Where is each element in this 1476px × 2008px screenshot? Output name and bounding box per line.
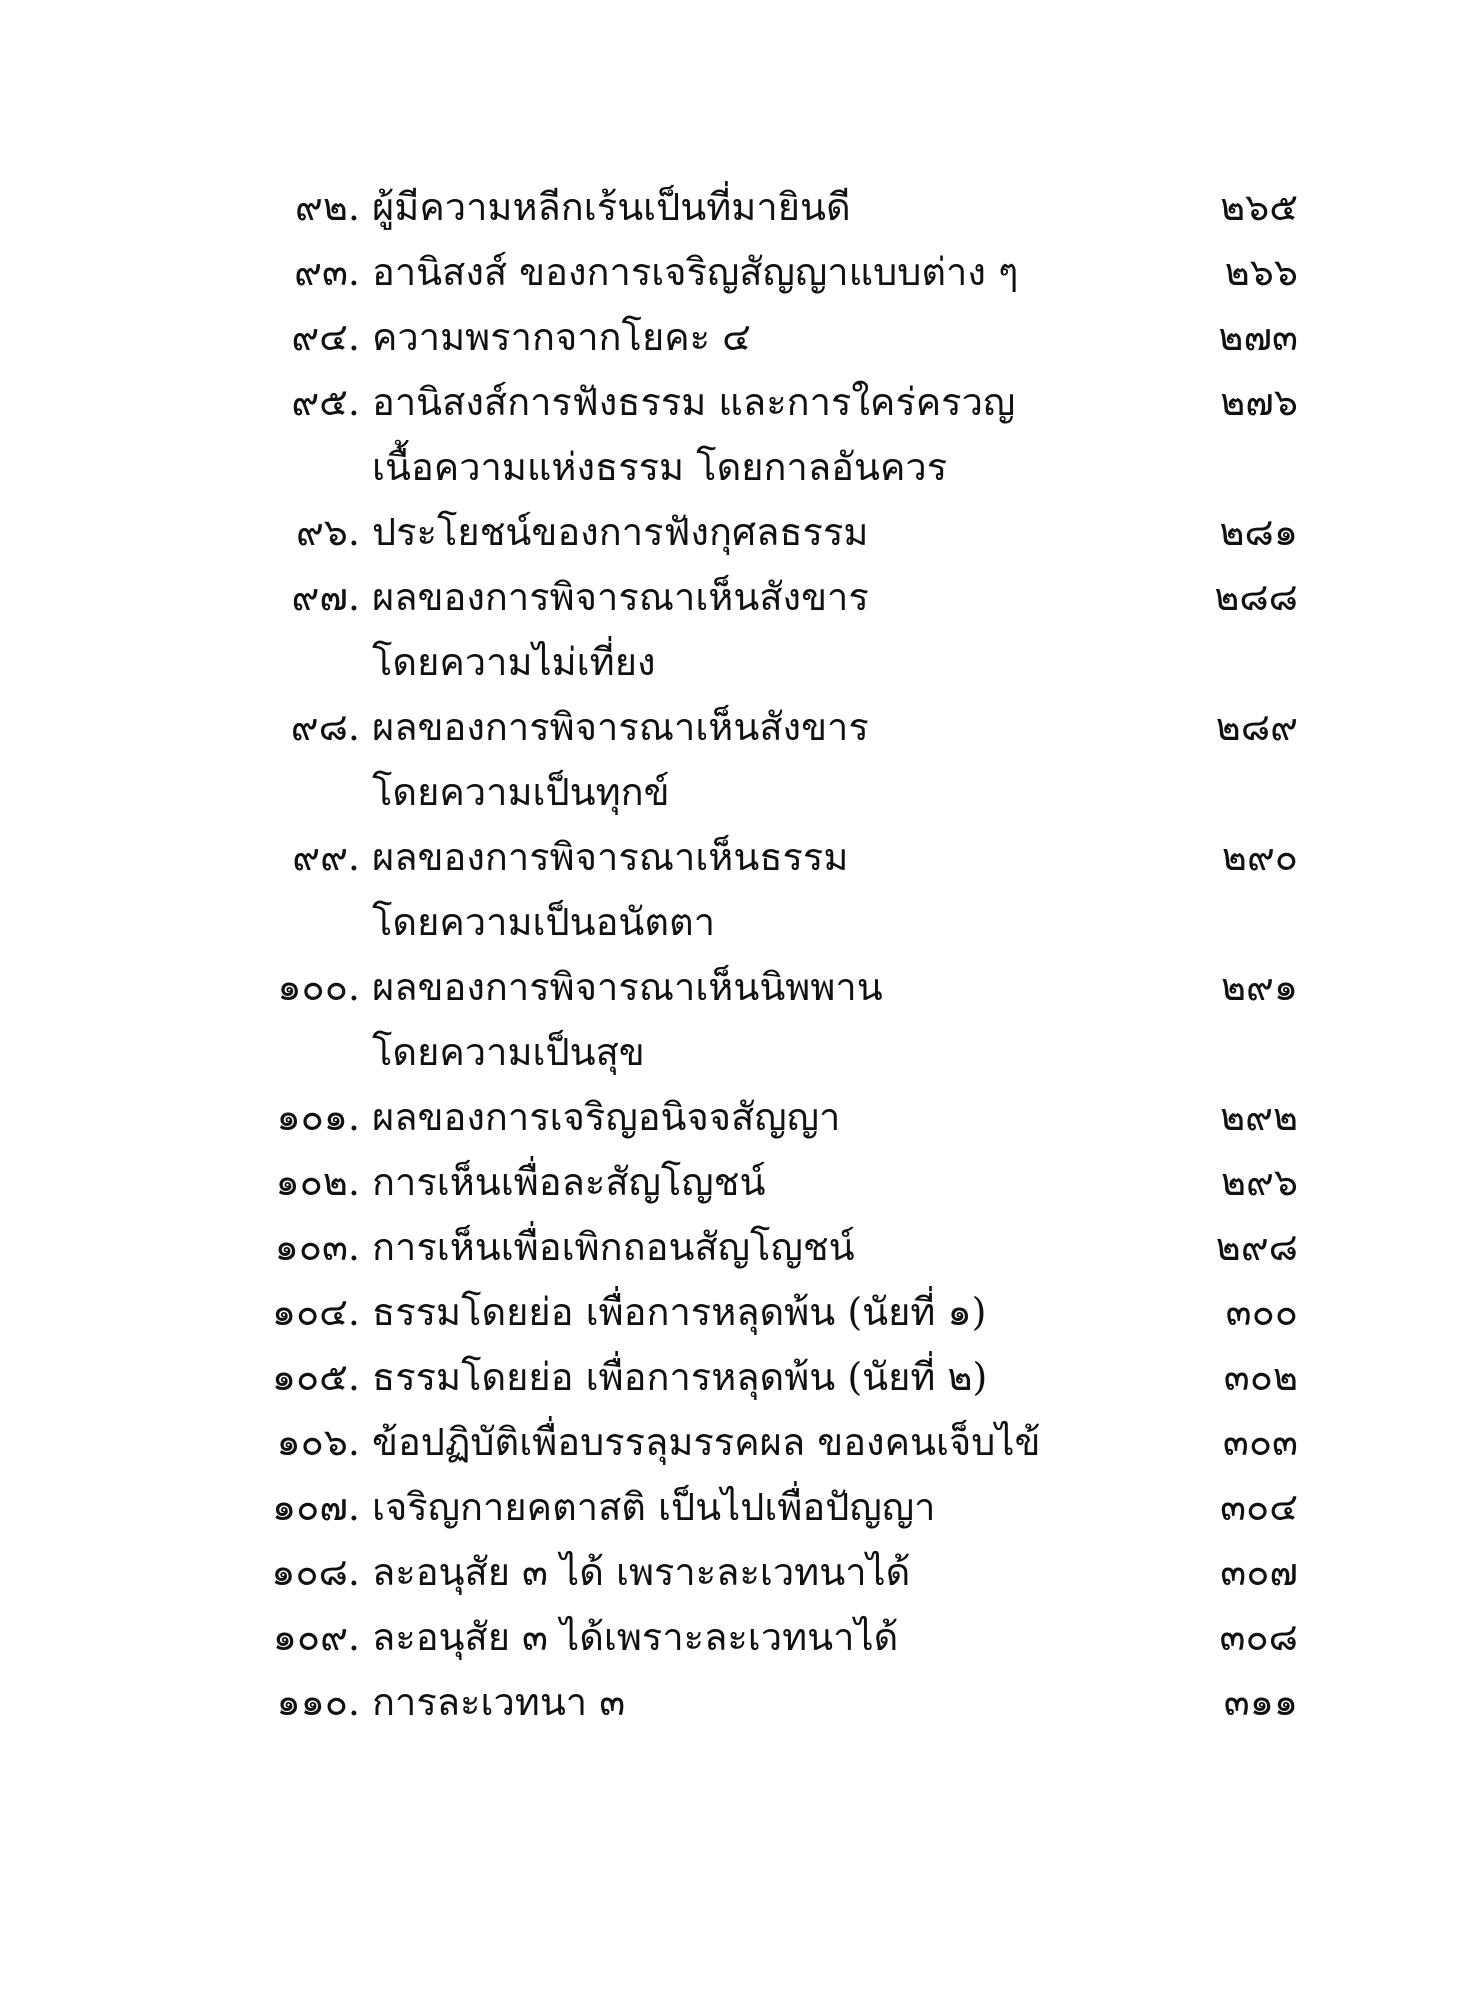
toc-entry-number: ๑๐๖. [276, 1420, 360, 1464]
toc-entry-page-number: ๒๖๕ [1220, 185, 1298, 229]
toc-entry-number: ๙๙. [292, 835, 360, 879]
toc-entry-line [0, 308, 1476, 373]
toc-entry-continuation-line [0, 1023, 1476, 1088]
toc-entry-number: ๙๓. [294, 250, 360, 294]
toc-entry-page-number: ๒๙๑ [1220, 965, 1298, 1009]
toc-entry-page-number: ๒๙๖ [1220, 1160, 1298, 1204]
table-of-contents [0, 178, 1476, 1738]
toc-entry-line [0, 1153, 1476, 1218]
toc-entry [0, 1283, 1476, 1348]
toc-entry-number: ๑๐๙. [272, 1615, 360, 1659]
toc-entry-title-continuation: โดยความเป็นสุข [372, 1030, 645, 1074]
toc-entry-continuation-line [0, 633, 1476, 698]
toc-entry-line [0, 698, 1476, 763]
toc-entry-line [0, 1543, 1476, 1608]
toc-entry-number: ๑๑๐. [276, 1680, 360, 1724]
toc-entry-number: ๙๖. [295, 510, 360, 554]
toc-entry-number: ๑๐๕. [271, 1355, 360, 1399]
toc-entry-title: ผลของการพิจารณาเห็นธรรม [372, 835, 849, 879]
toc-entry-page-number: ๒๘๘ [1214, 575, 1298, 619]
toc-entry-number: ๑๐๑. [276, 1095, 360, 1139]
toc-entry-line [0, 1673, 1476, 1738]
toc-entry-line [0, 568, 1476, 633]
toc-entry [0, 373, 1476, 503]
toc-entry-line [0, 503, 1476, 568]
toc-entry-page-number: ๒๖๖ [1224, 250, 1298, 294]
toc-entry [0, 1673, 1476, 1738]
toc-entry-title: การเห็นเพื่อละสัญโญชน์ [372, 1160, 766, 1204]
toc-entry-page-number: ๒๙๐ [1221, 835, 1298, 879]
toc-entry-line [0, 178, 1476, 243]
toc-entry-title: เจริญกายคตาสติ เป็นไปเพื่อปัญญา [372, 1485, 936, 1529]
toc-entry-page-number: ๓๐๗ [1220, 1550, 1298, 1594]
toc-entry-title-continuation: โดยความเป็นอนัตตา [372, 900, 716, 944]
toc-entry-number: ๙๒. [295, 185, 360, 229]
toc-entry-line [0, 1413, 1476, 1478]
toc-entry-number: ๙๗. [291, 575, 360, 619]
toc-entry-line [0, 1348, 1476, 1413]
toc-entry-line [0, 373, 1476, 438]
toc-entry [0, 1088, 1476, 1153]
toc-entry-number: ๑๐๐. [277, 965, 360, 1009]
toc-entry-page-number: ๒๙๘ [1215, 1225, 1298, 1269]
toc-entry-number: ๙๔. [291, 315, 360, 359]
toc-entry [0, 1413, 1476, 1478]
toc-entry-page-number: ๒๘๑ [1219, 510, 1298, 554]
toc-entry-continuation-line [0, 893, 1476, 958]
toc-entry-line [0, 1478, 1476, 1543]
toc-entry-page-number: ๒๗๖ [1220, 380, 1298, 424]
toc-entry-title-continuation: โดยความไม่เที่ยง [372, 640, 656, 684]
toc-entry-continuation-line [0, 438, 1476, 503]
toc-entry [0, 503, 1476, 568]
toc-entry-page-number: ๓๐๐ [1225, 1290, 1298, 1334]
toc-entry-number: ๑๐๔. [271, 1290, 360, 1334]
toc-entry-title: การเห็นเพื่อเพิกถอนสัญโญชน์ [372, 1225, 855, 1269]
toc-entry [0, 1478, 1476, 1543]
toc-entry [0, 178, 1476, 243]
toc-entry-title: ผลของการพิจารณาเห็นสังขาร [372, 705, 869, 749]
toc-entry [0, 828, 1476, 958]
toc-entry-title: ธรรมโดยย่อ เพื่อการหลุดพ้น (นัยที่ ๑) [372, 1290, 987, 1334]
toc-entry-page-number: ๓๐๔ [1220, 1485, 1298, 1529]
toc-entry-page-number: ๒๘๙ [1215, 705, 1298, 749]
toc-entry-title-continuation: โดยความเป็นทุกข์ [372, 770, 670, 814]
toc-entry-title: ธรรมโดยย่อ เพื่อการหลุดพ้น (นัยที่ ๒) [372, 1355, 988, 1399]
toc-entry-title: ผลของการเจริญอนิจจสัญญา [372, 1095, 841, 1139]
toc-entry [0, 243, 1476, 308]
toc-entry-title: ประโยชน์ของการฟังกุศลธรรม [372, 510, 869, 554]
toc-entry-number: ๑๐๓. [274, 1225, 360, 1269]
toc-entry-title: ผลของการพิจารณาเห็นสังขาร [372, 575, 869, 619]
toc-entry-number: ๑๐๗. [272, 1485, 360, 1529]
toc-entry [0, 1608, 1476, 1673]
toc-entry-page-number: ๓๐๘ [1219, 1615, 1298, 1659]
toc-entry-title: การละเวทนา ๓ [372, 1680, 626, 1724]
toc-entry-continuation-line [0, 763, 1476, 828]
toc-entry-number: ๑๐๘. [271, 1550, 360, 1594]
toc-entry-title: อานิสงส์ ของการเจริญสัญญาแบบต่าง ๆ [372, 250, 1019, 294]
toc-entry-page-number: ๒๙๒ [1220, 1095, 1298, 1139]
toc-entry-line [0, 958, 1476, 1023]
toc-entry-number: ๙๕. [291, 380, 360, 424]
toc-entry [0, 1348, 1476, 1413]
toc-entry-page-number: ๓๐๒ [1223, 1355, 1298, 1399]
toc-entry [0, 308, 1476, 373]
toc-entry [0, 958, 1476, 1088]
toc-entry [0, 1153, 1476, 1218]
toc-entry-line [0, 1283, 1476, 1348]
toc-entry-title: ผลของการพิจารณาเห็นนิพพาน [372, 965, 883, 1009]
toc-entry-line [0, 1608, 1476, 1673]
toc-entry-title: ละอนุสัย ๓ ได้ เพราะละเวทนาได้ [372, 1550, 911, 1594]
toc-entry-line [0, 243, 1476, 308]
toc-entry-page-number: ๓๐๓ [1222, 1420, 1298, 1464]
toc-entry-title: ข้อปฏิบัติเพื่อบรรลุมรรคผล ของคนเจ็บไข้ [372, 1420, 1041, 1464]
toc-entry-title-continuation: เนื้อความแห่งธรรม โดยกาลอันควร [372, 445, 948, 489]
toc-entry [0, 1543, 1476, 1608]
toc-entry-number: ๑๐๒. [275, 1160, 360, 1204]
toc-entry-number: ๙๘. [290, 705, 360, 749]
toc-entry-line [0, 1088, 1476, 1153]
toc-entry-title: ผู้มีความหลีกเร้นเป็นที่มายินดี [372, 185, 851, 229]
toc-entry-title: ความพรากจากโยคะ ๔ [372, 315, 751, 359]
toc-entry-page-number: ๒๗๓ [1218, 315, 1298, 359]
toc-entry-title: ละอนุสัย ๓ ได้เพราะละเวทนาได้ [372, 1615, 899, 1659]
toc-entry-line [0, 828, 1476, 893]
toc-entry [0, 1218, 1476, 1283]
toc-entry-page-number: ๓๑๑ [1223, 1680, 1298, 1724]
toc-entry-line [0, 1218, 1476, 1283]
toc-entry-title: อานิสงส์การฟังธรรม และการใคร่ครวญ [372, 380, 1016, 424]
toc-entry [0, 698, 1476, 828]
toc-entry [0, 568, 1476, 698]
